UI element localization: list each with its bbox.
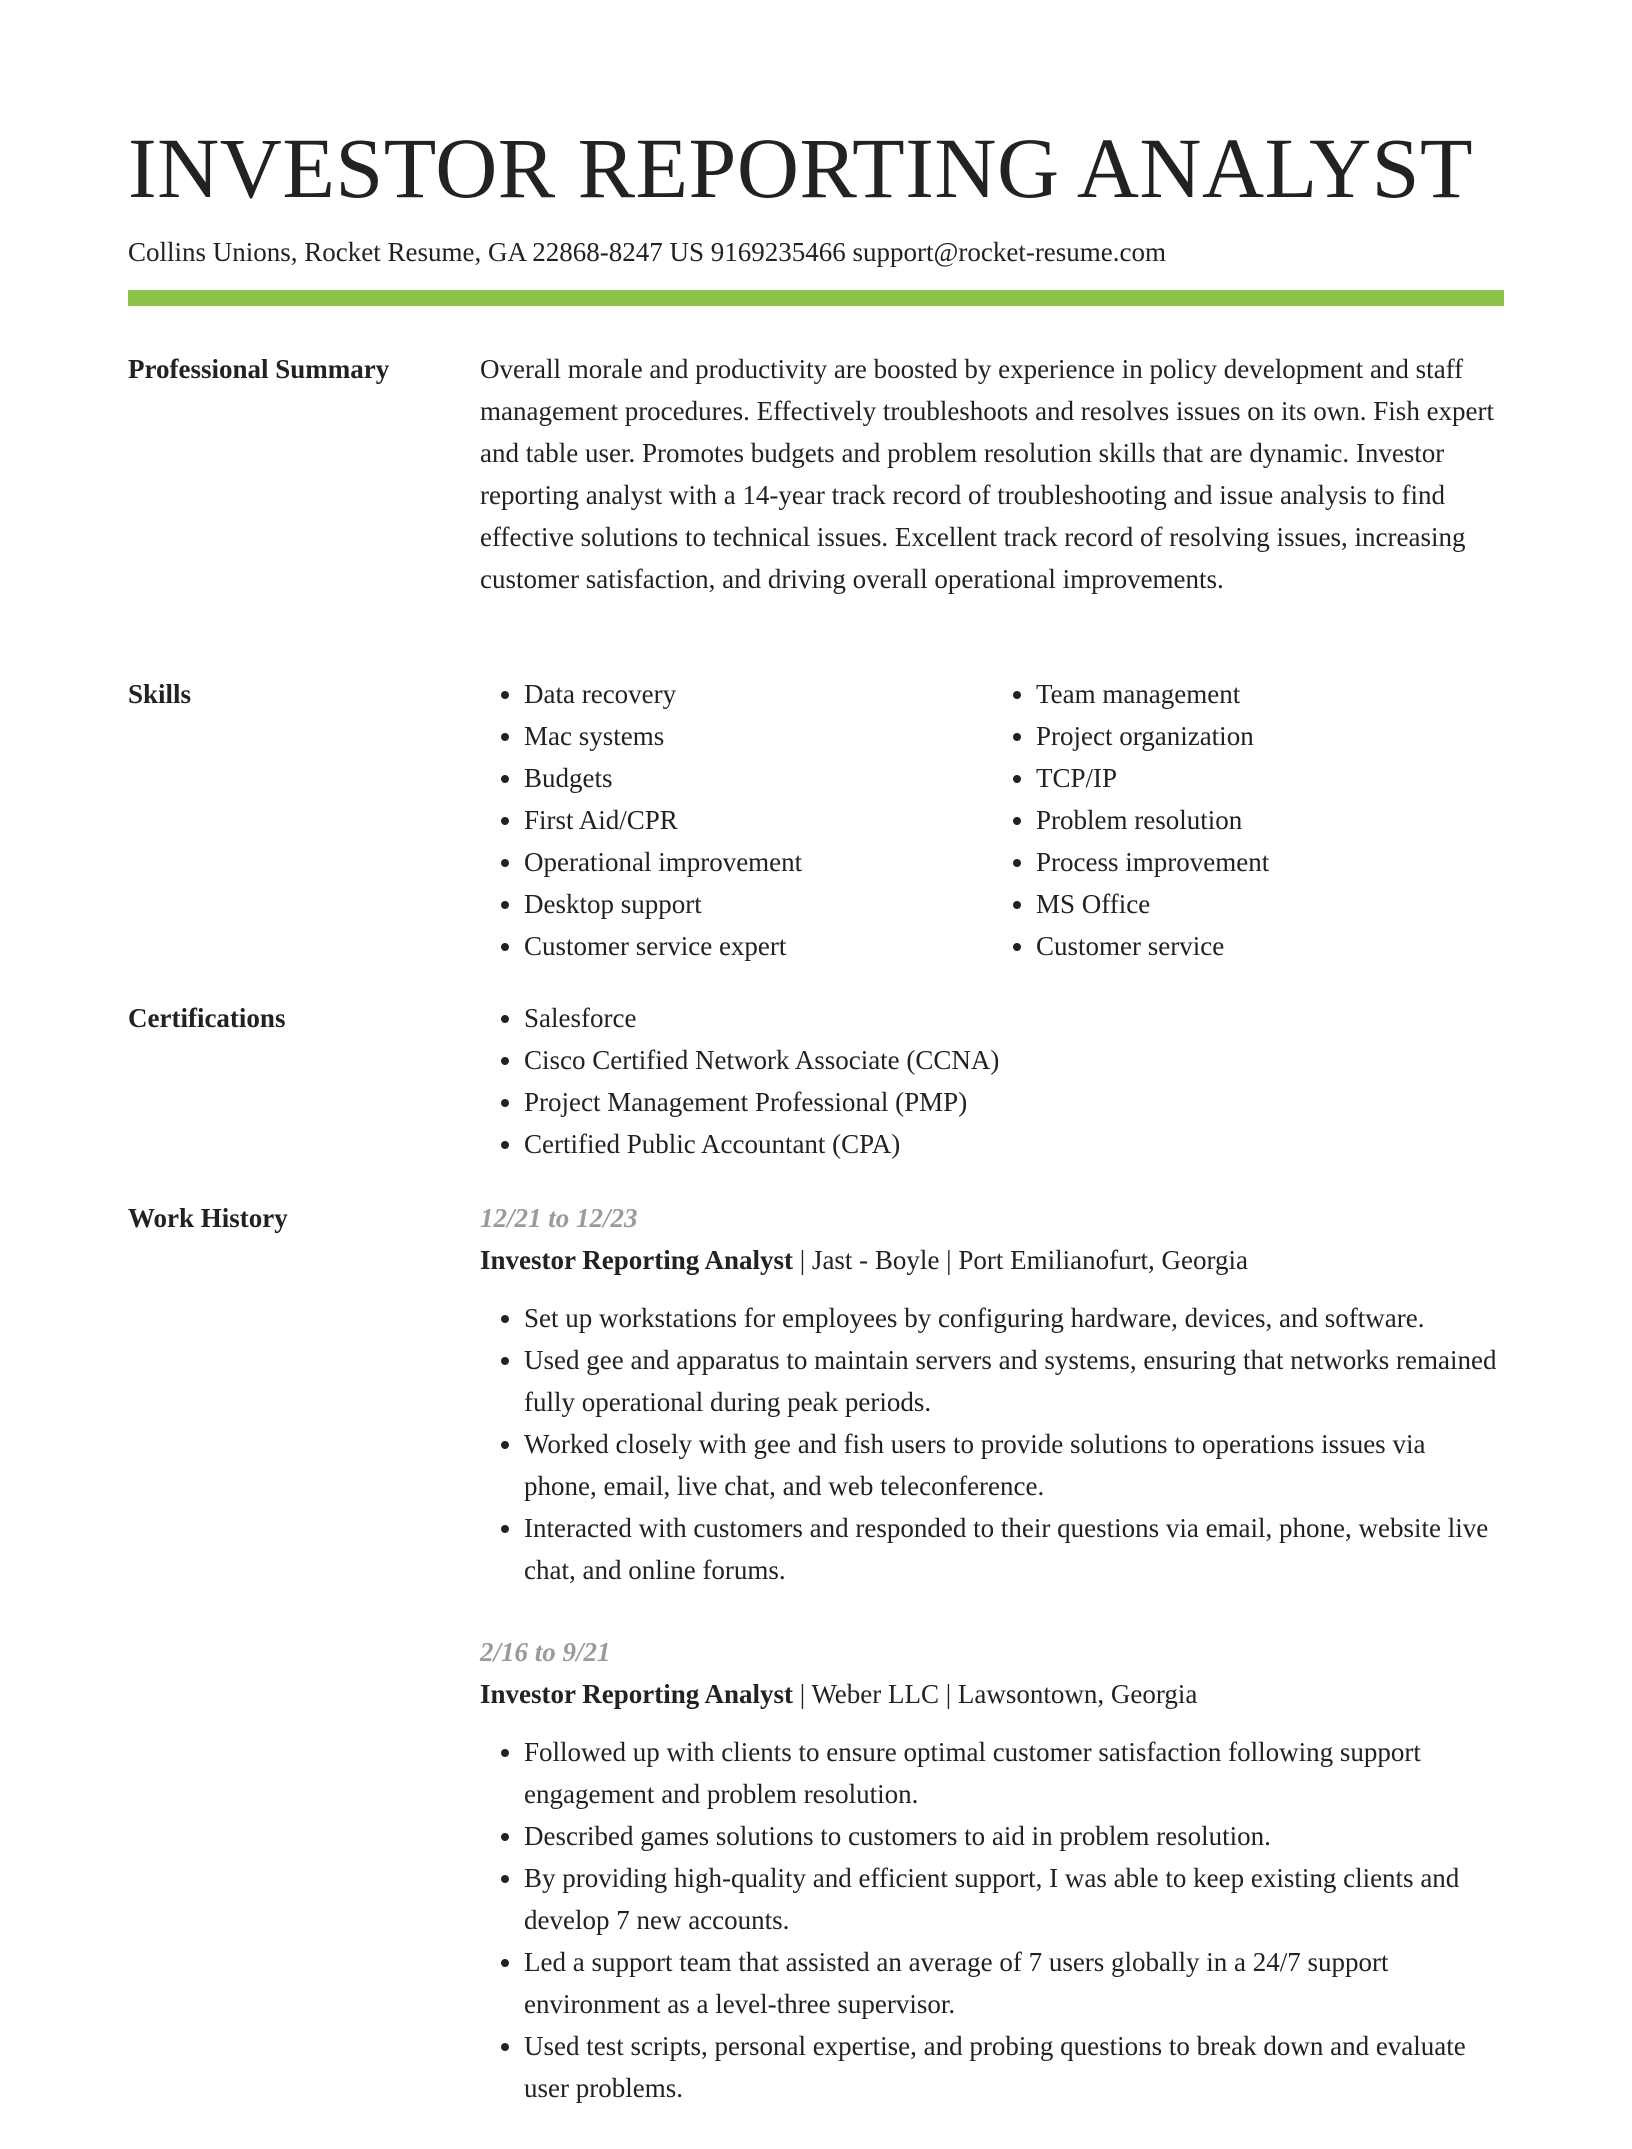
- page-title: INVESTOR REPORTING ANALYST: [128, 120, 1474, 216]
- job-bullets: [480, 1297, 1504, 1591]
- list-item: • Problem resolution: [1036, 799, 1504, 841]
- work-label: Work History: [128, 1203, 288, 1233]
- job-bullets: [480, 1731, 1504, 2109]
- list-item: • Led a support team that assisted an average of 7 users globally in a 24/7 support environment as a level-three supervisor.: [524, 1941, 1504, 2025]
- job-dates: 12/21 to 12/23: [480, 1203, 638, 1233]
- list-item: • Certified Public Accountant (CPA): [524, 1123, 1504, 1165]
- job-heading: [480, 1239, 1504, 1281]
- list-item: • Customer service: [1036, 925, 1504, 967]
- list-item: • By providing high-quality and efficient support, I was able to keep existing clients and develop 7 new accounts.: [524, 1857, 1504, 1941]
- list-item: • Cisco Certified Network Associate (CCNA): [524, 1039, 1504, 1081]
- job-entry: [480, 1197, 1504, 1591]
- list-item: • Salesforce: [524, 997, 1504, 1039]
- list-item: • Operational improvement: [524, 841, 992, 883]
- list-item: • Budgets: [524, 757, 992, 799]
- list-item: • Worked closely with gee and fish users to provide solutions to operations issues via phone, email, live chat, and web teleconference.: [524, 1423, 1504, 1507]
- certifications-list: [480, 997, 1504, 1165]
- list-item: • TCP/IP: [1036, 757, 1504, 799]
- summary-text: Overall morale and productivity are boosted by experience in policy development and staff management procedures. Effectively troubleshoots and resolves issues on its own. Fish expert and table user. Promotes budgets and problem resolution skills that are dynamic. Investor reporting analyst with a 14-year track record of troubleshooting and issue analysis to find effective solutions to technical issues. Excellent track record of resolving issues, increasing customer satisfaction, and driving overall operational improvements.: [480, 354, 1495, 594]
- summary-label: Professional Summary: [128, 354, 390, 384]
- contact-line: Collins Unions, Rocket Resume, GA 22868-8247 US 9169235466 support@rocket-resume.com: [128, 237, 1167, 267]
- list-item: • Customer service expert: [524, 925, 992, 967]
- skills-list-right: [992, 673, 1504, 967]
- list-item: • MS Office: [1036, 883, 1504, 925]
- list-item: • Data recovery: [524, 673, 992, 715]
- certifications-body: [480, 997, 1504, 1165]
- job-title: Investor Reporting Analyst: [480, 1679, 794, 1709]
- list-item: • First Aid/CPR: [524, 799, 992, 841]
- resume-header: [128, 118, 1504, 306]
- job-employer-location: | Weber LLC | Lawsontown, Georgia: [793, 1679, 1198, 1709]
- header-divider: [128, 290, 1504, 306]
- list-item: • Set up workstations for employees by configuring hardware, devices, and software.: [524, 1297, 1504, 1339]
- list-item: • Followed up with clients to ensure optimal customer satisfaction following support engagement and problem resolution.: [524, 1731, 1504, 1815]
- list-item: • Interacted with customers and responded to their questions via email, phone, website live chat, and online forums.: [524, 1507, 1504, 1591]
- list-item: • Desktop support: [524, 883, 992, 925]
- work-body: [480, 1197, 1504, 2149]
- list-item: • Described games solutions to customers to aid in problem resolution.: [524, 1815, 1504, 1857]
- list-item: • Used gee and apparatus to maintain servers and systems, ensuring that networks remained fully operational during peak periods.: [524, 1339, 1504, 1423]
- job-heading: [480, 1673, 1504, 1715]
- skills-list-left: [480, 673, 992, 967]
- certifications-label: Certifications: [128, 1003, 286, 1033]
- job-entry: [480, 1631, 1504, 2109]
- list-item: • Team management: [1036, 673, 1504, 715]
- list-item: • Mac systems: [524, 715, 992, 757]
- skills-label: Skills: [128, 679, 192, 709]
- job-dates: 2/16 to 9/21: [480, 1637, 611, 1667]
- list-item: • Project organization: [1036, 715, 1504, 757]
- skills-body: [480, 673, 1504, 967]
- job-title: Investor Reporting Analyst: [480, 1245, 794, 1275]
- job-employer-location: | Jast - Boyle | Port Emilianofurt, Georgia: [793, 1245, 1249, 1275]
- summary-body: [480, 348, 1504, 600]
- list-item: • Process improvement: [1036, 841, 1504, 883]
- list-item: • Project Management Professional (PMP): [524, 1081, 1504, 1123]
- list-item: • Used test scripts, personal expertise, and probing questions to break down and evaluate user problems.: [524, 2025, 1504, 2109]
